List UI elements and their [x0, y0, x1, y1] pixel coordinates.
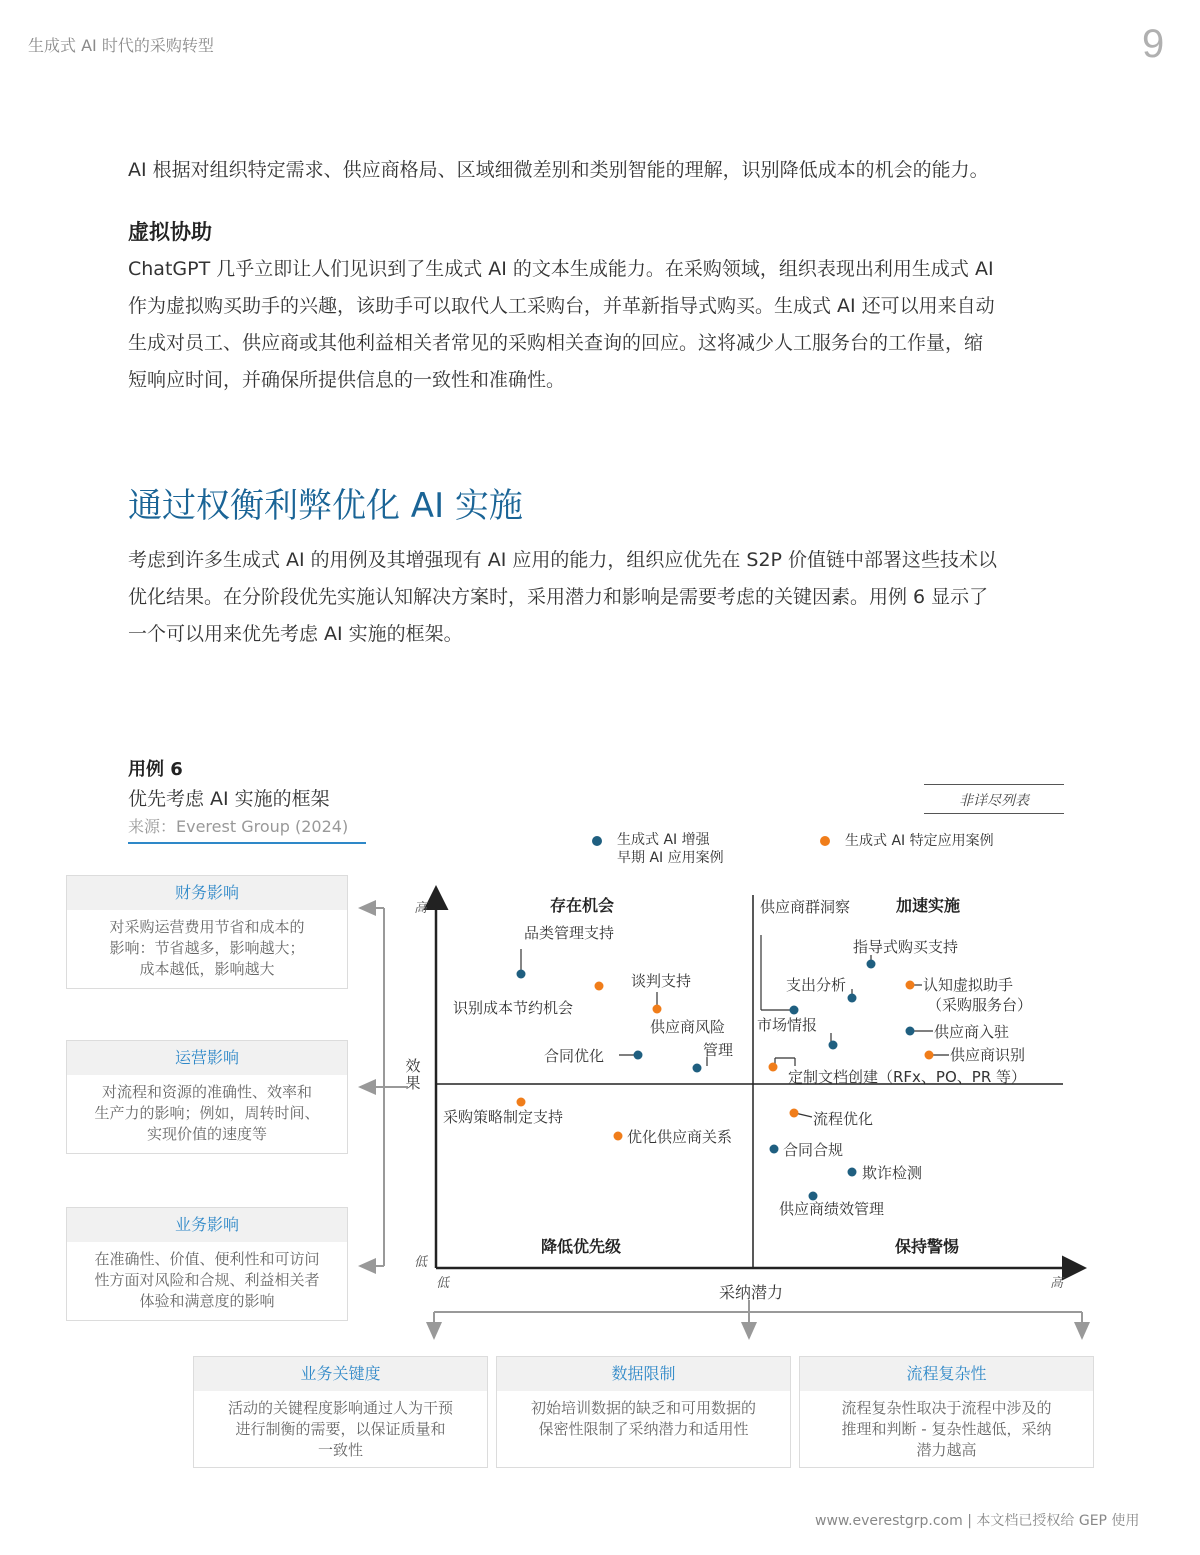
quadrant-deprioritize: 降低优先级 [541, 1237, 622, 1256]
label-supplier-insight: 供应商群洞察 [760, 898, 851, 916]
box-line: 影响：节省越多，影响越大； [109, 939, 305, 957]
dot-custom-docs [769, 1063, 778, 1072]
text-line: 考虑到许多生成式 AI 的用例及其增强现有 AI 应用的能力，组织应优先在 S2P 价值链中部署这些技术以 [128, 549, 998, 571]
legend-blue-line2: 早期 AI 应用案例 [617, 850, 724, 866]
box-title: 数据限制 [497, 1357, 790, 1391]
box-line: 对采购运营费用节省和成本的 [109, 918, 305, 936]
dot-fraud [848, 1168, 857, 1177]
label-process-opt: 流程优化 [813, 1110, 874, 1128]
box-title: 业务关键度 [194, 1357, 487, 1391]
label-guided-buying: 指导式购买支持 [853, 938, 959, 956]
dot-spend-analysis [848, 994, 857, 1003]
quadrant-accelerate: 加速实施 [896, 896, 961, 915]
y-axis-label: 效果 [405, 1057, 421, 1092]
label-supplier-perf: 供应商绩效管理 [779, 1200, 885, 1218]
text-line: 生成对员工、供应商或其他利益相关者常见的采购相关查询的回应。这将减少人工服务台的工作量，缩 [128, 332, 984, 354]
dot-supplier-id [925, 1051, 934, 1060]
box-line: 对流程和资源的准确性、效率和 [101, 1083, 312, 1101]
box-line: 实现价值的速度等 [146, 1125, 267, 1143]
text-line: 短响应时间，并确保所提供信息的一致性和准确性。 [128, 369, 566, 391]
dot-optimize-relations [614, 1132, 623, 1141]
non-exhaustive-note: 非详尽列表 [959, 793, 1029, 809]
dot-contract-opt [634, 1051, 643, 1060]
box-line: 初始培训数据的缺乏和可用数据的 [530, 1399, 756, 1417]
label-negotiation: 谈判支持 [631, 972, 692, 990]
box-line: 潜力越高 [916, 1441, 977, 1459]
label-category-mgmt: 品类管理支持 [524, 924, 615, 942]
bottom-bracket-connector [434, 1300, 1082, 1338]
dot-guided-buying [867, 960, 876, 969]
label-supplier-onboard: 供应商入驻 [934, 1023, 1010, 1041]
x-axis-label: 采纳潜力 [719, 1283, 784, 1302]
footer [815, 1510, 1139, 1530]
label-supplier-risk: 供应商风险 [650, 1018, 726, 1036]
quadrant-caution: 保持警惕 [895, 1237, 960, 1256]
exhibit-label: 用例 6 [128, 759, 183, 780]
dot-compliance [770, 1145, 779, 1154]
label-cognitive-assistant-desk: （采购服务台） [927, 996, 1033, 1014]
section-heading: 通过权衡利弊优化 AI 实施 [128, 486, 523, 526]
box-line: 性方面对风险和合规、利益相关者 [94, 1271, 320, 1289]
paragraph-cost-saving: AI 根据对组织特定需求、供应商格局、区域细微差别和类别智能的理解，识别降低成本的机会的能力。 [128, 159, 989, 181]
box-line: 一致性 [317, 1441, 363, 1459]
text-line: ChatGPT 几乎立即让人们见识到了生成式 AI 的文本生成能力。在采购领域，组织表现出利用生成式 AI [128, 258, 994, 280]
box-line: 保密性限制了采纳潜力和适用性 [538, 1420, 749, 1438]
page-number: 9 [1142, 22, 1165, 66]
dot-supplier-risk [653, 1005, 662, 1014]
quadrant-opportunity: 存在机会 [550, 896, 615, 915]
box-line: 生产力的影响；例如，周转时间、 [94, 1104, 320, 1122]
box-title: 流程复杂性 [800, 1357, 1093, 1391]
label-supplier-risk-mgmt: 管理 [703, 1041, 734, 1059]
dot-supplier-onboard [906, 1027, 915, 1036]
box-line: 推理和判断 - 复杂性越低，采纳 [841, 1420, 1052, 1438]
label-spend-analysis: 支出分析 [786, 976, 847, 994]
footer-url[interactable]: www.everestgrp.com [815, 1513, 963, 1529]
dot-cognitive-assistant [906, 981, 915, 990]
box-line: 进行制衡的需要，以保证质量和 [235, 1420, 446, 1438]
text-line: 作为虚拟购买助手的兴趣，该助手可以取代人工采购台，并革新指导式购买。生成式 AI 还可以用来自动 [128, 295, 995, 317]
label-cost-saving: 识别成本节约机会 [453, 999, 574, 1017]
dot-market-intel [829, 1041, 838, 1050]
label-compliance: 合同合规 [783, 1141, 844, 1159]
legend-blue-line1: 生成式 AI 增强 [617, 832, 710, 848]
label-contract-opt: 合同优化 [544, 1047, 605, 1065]
box-line: 在准确性、价值、便利性和可访问 [94, 1250, 320, 1268]
document-title: 生成式 AI 时代的采购转型 [28, 36, 214, 55]
box-line: 体验和满意度的影响 [139, 1292, 275, 1310]
exhibit-source: 来源：Everest Group (2024) [128, 817, 349, 836]
footer-license: 本文档已授权给 GEP 使用 [976, 1513, 1140, 1529]
y-axis-high: 高 [414, 901, 428, 916]
box-title: 运营影响 [67, 1041, 347, 1075]
box-line: 活动的关键程度影响通过人为干预 [227, 1399, 453, 1417]
dot-negotiation [595, 982, 604, 991]
text-line: 一个可以用来优先考虑 AI 实施的框架。 [128, 623, 463, 645]
label-market-intel: 市场情报 [757, 1016, 818, 1034]
box-line: 流程复杂性取决于流程中涉及的 [841, 1399, 1052, 1417]
footer-separator: | [967, 1513, 977, 1529]
y-axis-low: 低 [414, 1255, 428, 1270]
label-cognitive-assistant: 认知虚拟助手 [923, 976, 1014, 994]
label-supplier-id: 供应商识别 [950, 1046, 1026, 1064]
box-title: 业务影响 [67, 1208, 347, 1242]
subheading-virtual-assistance: 虚拟协助 [128, 220, 212, 244]
label-custom-docs: 定制文档创建（RFx、PO、PR 等） [788, 1068, 1027, 1086]
text-line: 优化结果。在分阶段优先实施认知解决方案时，采用潜力和影响是需要考虑的关键因素。用例 6 显示了 [128, 586, 989, 608]
label-optimize-relations: 优化供应商关系 [627, 1128, 733, 1146]
dot-process-opt [790, 1109, 799, 1118]
box-line: 成本越低，影响越大 [139, 960, 275, 978]
exhibit-title: 优先考虑 AI 实施的框架 [128, 788, 330, 810]
left-bracket-connector [360, 908, 408, 1266]
legend-orange-label: 生成式 AI 特定应用案例 [845, 833, 994, 849]
label-fraud: 欺诈检测 [862, 1164, 923, 1182]
dot-category-mgmt [517, 970, 526, 979]
leader-lines [521, 935, 949, 1117]
label-sourcing-strategy: 采购策略制定支持 [443, 1108, 564, 1126]
x-axis-high: 高 [1050, 1276, 1064, 1291]
x-axis-low: 低 [436, 1276, 450, 1291]
dot-supplier-risk-mgmt [693, 1064, 702, 1073]
box-title: 财务影响 [67, 876, 347, 910]
